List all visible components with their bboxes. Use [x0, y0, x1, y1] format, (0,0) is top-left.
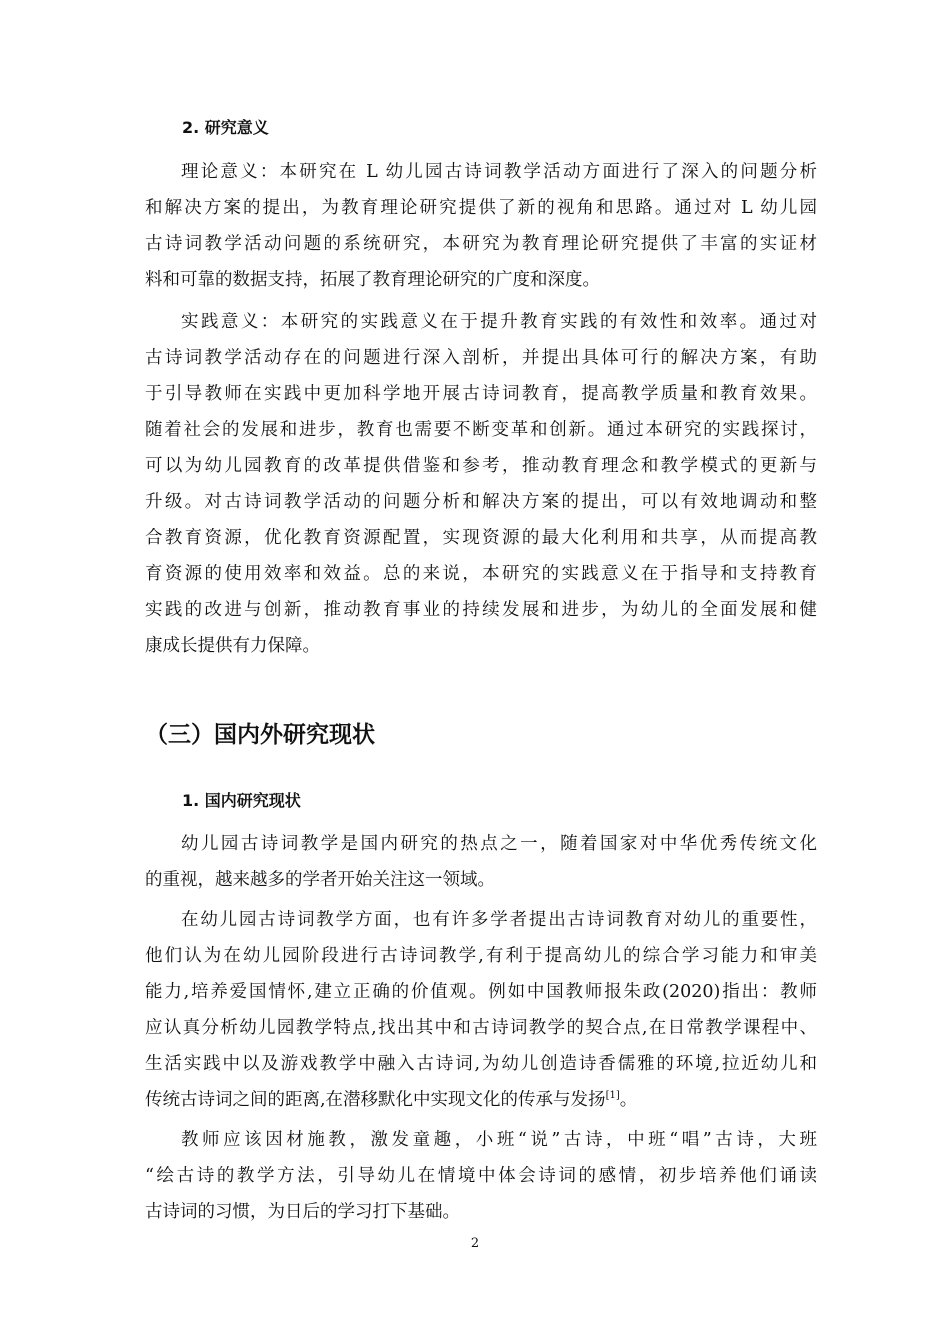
text-line: 于引导教师在实践中更加科学地开展古诗词教育，提高教学质量和教育效果。 [145, 384, 817, 404]
text-line: 他们认为在幼儿园阶段进行古诗词教学,有利于提高幼儿的综合学习能力和审美 [145, 946, 817, 966]
significance-heading: 2. 研究意义 [182, 118, 269, 137]
domestic-paragraph-3 [145, 1122, 817, 1230]
domestic-paragraph-1 [145, 826, 817, 898]
text-line: “绘古诗的教学方法，引导幼儿在情境中体会诗词的感情，初步培养他们诵读 [145, 1166, 817, 1186]
text-line: 古诗词教学活动问题的系统研究，本研究为教育理论研究提供了丰富的实证材 [145, 234, 817, 254]
text-line: 在幼儿园古诗词教学方面，也有许多学者提出古诗词教育对幼儿的重要性， [181, 910, 817, 930]
research-status-heading: （三）国内外研究现状 [145, 722, 375, 748]
text-line: 教师应该因材施教，激发童趣，小班“说”古诗，中班“唱”古诗，大班 [181, 1130, 817, 1150]
text-line: 应认真分析幼儿园教学特点,找出其中和古诗词教学的契合点,在日常教学课程中、 [145, 1018, 817, 1038]
text-line: 能力,培养爱国情怀,建立正确的价值观。例如中国教师报朱政(2020)指出：教师 [145, 982, 817, 1002]
text-line: 可以为幼儿园教育的改革提供借鉴和参考，推动教育理念和教学模式的更新与 [145, 456, 817, 476]
text-line: 理论意义：本研究在 L 幼儿园古诗词教学活动方面进行了深入的问题分析 [181, 162, 817, 182]
text-line: 育资源的使用效率和效益。总的来说，本研究的实践意义在于指导和支持教育 [145, 564, 817, 584]
text-line: 生活实践中以及游戏教学中融入古诗词,为幼儿创造诗香儒雅的环境,拉近幼儿和 [145, 1054, 817, 1074]
text-line: 和解决方案的提出，为教育理论研究提供了新的视角和思路。通过对 L 幼儿园 [145, 198, 817, 218]
domestic-paragraph-2 [145, 902, 817, 1118]
text-line: 传统古诗词之间的距离,在潜移默化中实现文化的传承与发扬 [145, 1090, 606, 1110]
text-line: 的重视，越来越多的学者开始关注这一领域。 [145, 870, 495, 890]
text-line: 合教育资源，优化教育资源配置，实现资源的最大化利用和共享，从而提高教 [145, 528, 817, 548]
theory-paragraph [145, 154, 817, 298]
text-line: 实践的改进与创新，推动教育事业的持续发展和进步，为幼儿的全面发展和健 [145, 600, 817, 620]
text-line: 古诗词教学活动存在的问题进行深入剖析，并提出具体可行的解决方案，有助 [145, 348, 817, 368]
page-number: 2 [470, 1236, 480, 1251]
sentence-end: 。 [619, 1090, 638, 1110]
text-line: 随着社会的发展和进步，教育也需要不断变革和创新。通过本研究的实践探讨， [145, 420, 817, 440]
text-line: 古诗词的习惯，为日后的学习打下基础。 [145, 1202, 460, 1222]
domestic-status-heading: 1. 国内研究现状 [182, 791, 301, 810]
text-line-with-citation [145, 1082, 817, 1118]
citation-marker: [1] [605, 1090, 620, 1102]
text-line: 康成长提供有力保障。 [145, 636, 320, 656]
text-line: 料和可靠的数据支持，拓展了教育理论研究的广度和深度。 [145, 270, 600, 290]
text-line: 升级。对古诗词教学活动的问题分析和解决方案的提出，可以有效地调动和整 [145, 492, 817, 512]
text-line: 实践意义：本研究的实践意义在于提升教育实践的有效性和效率。通过对 [181, 312, 817, 332]
text-line: 幼儿园古诗词教学是国内研究的热点之一，随着国家对中华优秀传统文化 [181, 834, 817, 854]
practice-paragraph [145, 304, 817, 664]
